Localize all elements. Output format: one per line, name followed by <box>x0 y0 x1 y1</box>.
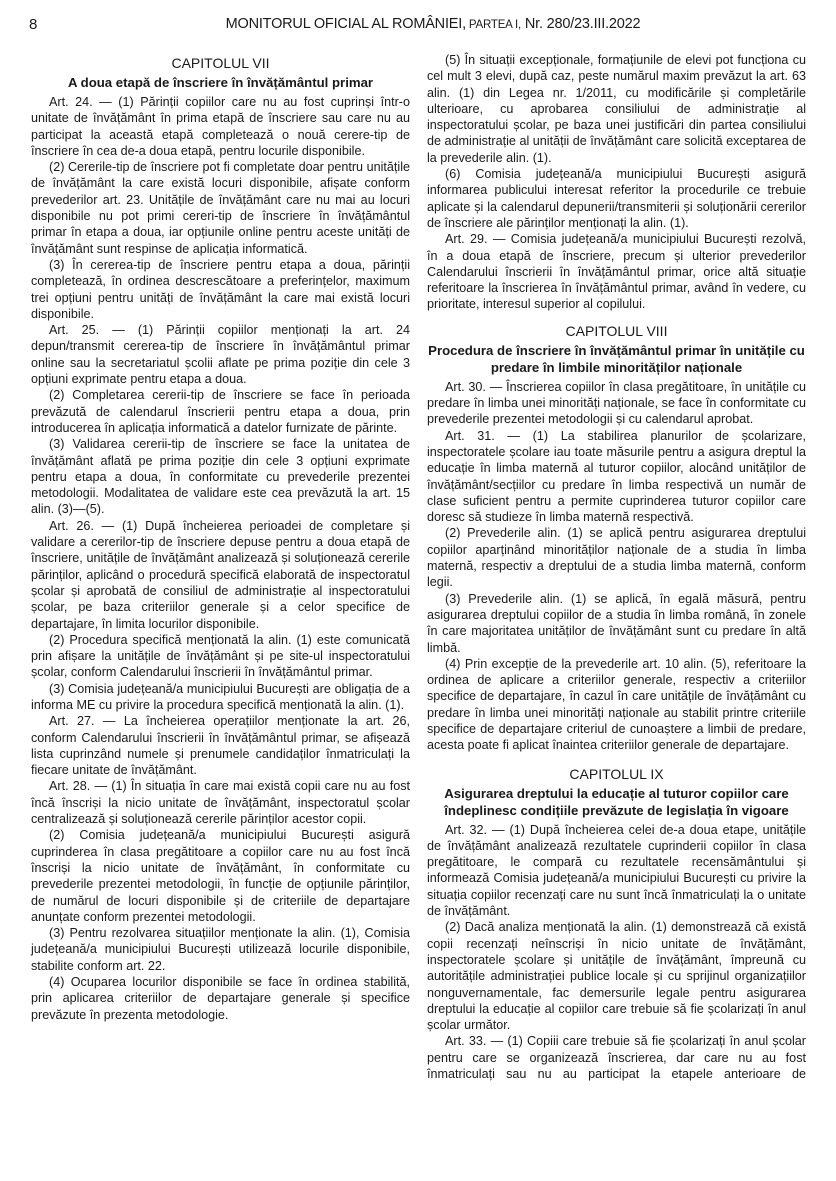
paragraph: (2) Cererile-tip de înscriere pot fi completate doar pentru unitățile de învățământ la care există locuri disponibile, afișate conform prevederilor art. 23. Unitățile de învățământ care nu mai au locuri disponibile nu pot primi cereri-tip de înscriere în învățământul primar în etapa a doua, iar opțiunile online pentru aceste unități de învățământ sunt respinse de aplicația informatică. <box>31 160 410 256</box>
paragraph: Art. 25. — (1) Părinții copiilor menționați la art. 24 depun/transmit cererea-tip de înscriere în învățământul primar online sau la secretariatul școlii aflate pe prima poziție din cele 3 opțiuni exprimate pentru etapa a doua. <box>31 323 410 387</box>
chapter-heading: CAPITOLUL VII <box>171 55 270 71</box>
page-number: 8 <box>29 16 38 33</box>
paragraph: (3) Prevederile alin. (1) se aplică, în egală măsură, pentru asigurarea dreptului copiilor de a studia în limba română, în zonele în care majoritatea unităților de învățământ sunt cu predare în altă limbă. <box>427 591 806 655</box>
paragraph: (3) Validarea cererii-tip de înscriere se face la unitatea de învățământ aflată pe prima poziție din cele 3 opțiuni exprimate pentru etapa a doua, în conformitate cu prevederile prezentei metodologii. Modalitatea de validare este cea prevăzută la art. 15 alin. (3)—(5). <box>31 437 410 517</box>
paragraph: (3) Comisia județeană/a municipiului București are obligația de a informa ME cu privire la procedura specifică menționată la alin. (1). <box>31 681 410 712</box>
spacer <box>427 754 806 763</box>
spacer <box>427 313 806 322</box>
paragraph: Art. 27. — La încheierea operațiilor menționate la art. 26, conform Calendarului înscrierii în învățământul primar, se afișează lista cuprinzând numele și prenumele candidaților înmatriculați la fiecare unitate de învățământ. <box>31 714 410 778</box>
paragraph: (2) Procedura specifică menționată la alin. (1) este comunicată prin afișare la unitățile de învățământ și pe site-ul inspectoratului școlar, conform Calendarului înscrierii în învățământul primar. <box>31 632 410 680</box>
paragraph: Art. 26. — (1) După încheierea perioadei de completare și validare a cererilor-tip de înscriere depuse pentru a doua etapă de înscriere, unitățile de învățământ analizează și soluționează cererile părinților, aplicând o procedură specifică elaborată de inspectoratul școlar și aprobată de consiliul de administrație al inspectoratului școlar, pe baza criteriilor generale și a celor specifice de departajare, în limita locurilor disponibile. <box>31 518 410 631</box>
paragraph: (5) În situații excepționale, formațiunile de elevi pot funcționa cu cel mult 3 elevi, după caz, peste numărul maxim prevăzut la art. 63 alin. (1) din Legea nr. 1/2011, cu modificările și completările ulterioare, cu aprobarea consiliului de administrație al inspectoratului școlar, pe baza unei justificări din partea consiliului de administrație al unității de învățământ care solicită exceptarea de la prevederile alin. (1). <box>427 53 806 165</box>
paragraph: (3) În cererea-tip de înscriere pentru etapa a doua, părinții completează, în ordinea descrescătoare a preferințelor, maximum trei opțiuni pentru unități de învățământ la care mai există locuri disponibile. <box>31 257 410 321</box>
paragraph: Art. 30. — Înscrierea copiilor în clasa pregătitoare, în unitățile cu predare în limba unei minorități naționale, se face în conformitate cu prevederile prezentei metodologii și cu calendarul aprobat. <box>427 379 806 427</box>
publication-title <box>0 16 836 32</box>
chapter-title: A doua etapă de înscriere în învățământul primar <box>67 75 374 90</box>
paragraph: Art. 32. — (1) După încheierea celei de-a doua etape, unitățile de învățământ analizează rezultatele cuprinderii copiilor în clasa pregătitoare, le compară cu rezultatele recensământului și informează Comisia județeană/a municipiului București cu privire la situația copiilor recenzați care nu sunt încă înmatriculați la o unitate de învățământ. <box>427 822 806 919</box>
right-column <box>427 48 806 1082</box>
paragraph: Art. 31. — (1) La stabilirea planurilor de școlarizare, inspectoratele școlare iau toate măsurile pentru a asigura dreptul la educație în limba maternă al tuturor copiilor, alocând unităților de învățământ/secțiilor cu predare în limba respectivă un număr de clase suficient pentru a permite cuprinderea tuturor copiilor care doresc să studieze în limba maternă respectivă. <box>427 428 806 525</box>
publication-part: PARTEA I, <box>465 19 522 31</box>
paragraph: (2) Prevederile alin. (1) se aplică pentru asigurarea dreptului copiilor aparținând minorităților naționale de a studia în limba maternă, respectiv a dreptului de a studia limba maternă, conform legii. <box>427 526 806 590</box>
paragraph: Art. 33. — (1) Copiii care trebuie să fie școlarizați în anul școlar pentru care se organizează înscrierea, dar care nu au fost înmatriculați sau nu au participat la etapele anterioare de <box>427 1034 806 1082</box>
paragraph: (6) Comisia județeană/a municipiului București asigură informarea publicului interesat referitor la procedurile ce trebuie aplicate și la calendarul depunerii/transmiterii și soluționării cererilor de înscriere ale părinților menționați la alin. (1). <box>427 167 806 230</box>
paragraph: (3) Pentru rezolvarea situațiilor menționate la alin. (1), Comisia județeană/a municipiului București utilizează locurile disponibile, stabilite conform art. 22. <box>31 926 410 973</box>
paragraph: (4) Ocuparea locurilor disponibile se face în ordinea stabilită, prin aplicarea criteriilor de departajare generale și specifice prevăzute în prezenta metodologie. <box>31 975 410 1022</box>
paragraph: Art. 28. — (1) În situația în care mai există copii care nu au fost încă înscriși la nicio unitate de învățământ, inspectoratul școlar centralizează și soluționează cererile părinților acestor copii. <box>31 779 410 827</box>
page-header <box>0 16 836 38</box>
paragraph: (2) Dacă analiza menționată la alin. (1) demonstrează că există copii recenzați neînscriși în nicio unitate de învățământ, inspectoratele școlare și unitățile de învățământ, împreună cu autoritățile administrației publice locale și cu sprijinul organizațiilor nonguvernamentale, fac demersurile legale pentru asigurarea dreptului la educație al copiilor care trebuie să fie școlarizați în anul școlar următor. <box>427 920 806 1033</box>
paragraph: (2) Comisia județeană/a municipiului București asigură cuprinderea în clasa pregătitoare a copiilor care nu au fost încă înscriși la nicio unitate de învățământ, în conformitate cu prevederile prezentei metodologii, în funcție de opțiunile părinților, de numărul de locuri disponibile și de criteriile de departajare anunțate conform prezentei metodologii. <box>31 828 410 924</box>
chapter-title: Asigurarea dreptului la educație al tuturor copiilor care îndeplinesc condițiile prevăzute de legislația în vigoare <box>444 785 789 818</box>
publication-issue: Nr. 280/23.III.2022 <box>521 16 641 32</box>
chapter-heading: CAPITOLUL VIII <box>565 322 668 339</box>
chapter-heading: CAPITOLUL IX <box>569 765 664 782</box>
paragraph: (4) Prin excepție de la prevederile art. 10 alin. (5), referitoare la ordinea de aplicare a criteriilor generale, respectiv a criteriilor specifice de departajare, în cazul în care unitățile de învățământ cu predare în limba unei minorități naționale au stabilit printre criteriile specifice de departajare criteriul de cunoaștere a limbii de predare, acesta poate fi aplicat înaintea criteriilor generale de departajare. <box>427 656 806 753</box>
paragraph: (2) Completarea cererii-tip de înscriere se face în perioada prevăzută de calendarul înscrierii pentru etapa a doua, prin introducerea în aplicația informatică a datelor furnizate de părinte. <box>31 388 410 435</box>
chapter-title: Procedura de înscriere în învățământul primar în unitățile cu predare în limbile minorităților naționale <box>428 342 805 375</box>
paragraph: Art. 24. — (1) Părinții copiilor care nu au fost cuprinși într-o unitate de învățământ în prima etapă de înscriere sau care nu au participat la această etapă completează o nouă cerere-tip de înscriere în cea de-a doua etapă, pentru locurile disponibile. <box>31 95 410 158</box>
publication-name: MONITORUL OFICIAL AL ROMÂNIEI, <box>225 16 466 32</box>
left-column <box>31 48 410 1023</box>
paragraph: Art. 29. — Comisia județeană/a municipiului București rezolvă, în a doua etapă de înscriere, precum și ulterior prevederilor Calendarului înscrierii în învățământul primar, orice altă situație referitoare la înscrierea în învățământul primar, având în vedere, cu prioritate, interesul superior al copilului. <box>427 232 806 312</box>
